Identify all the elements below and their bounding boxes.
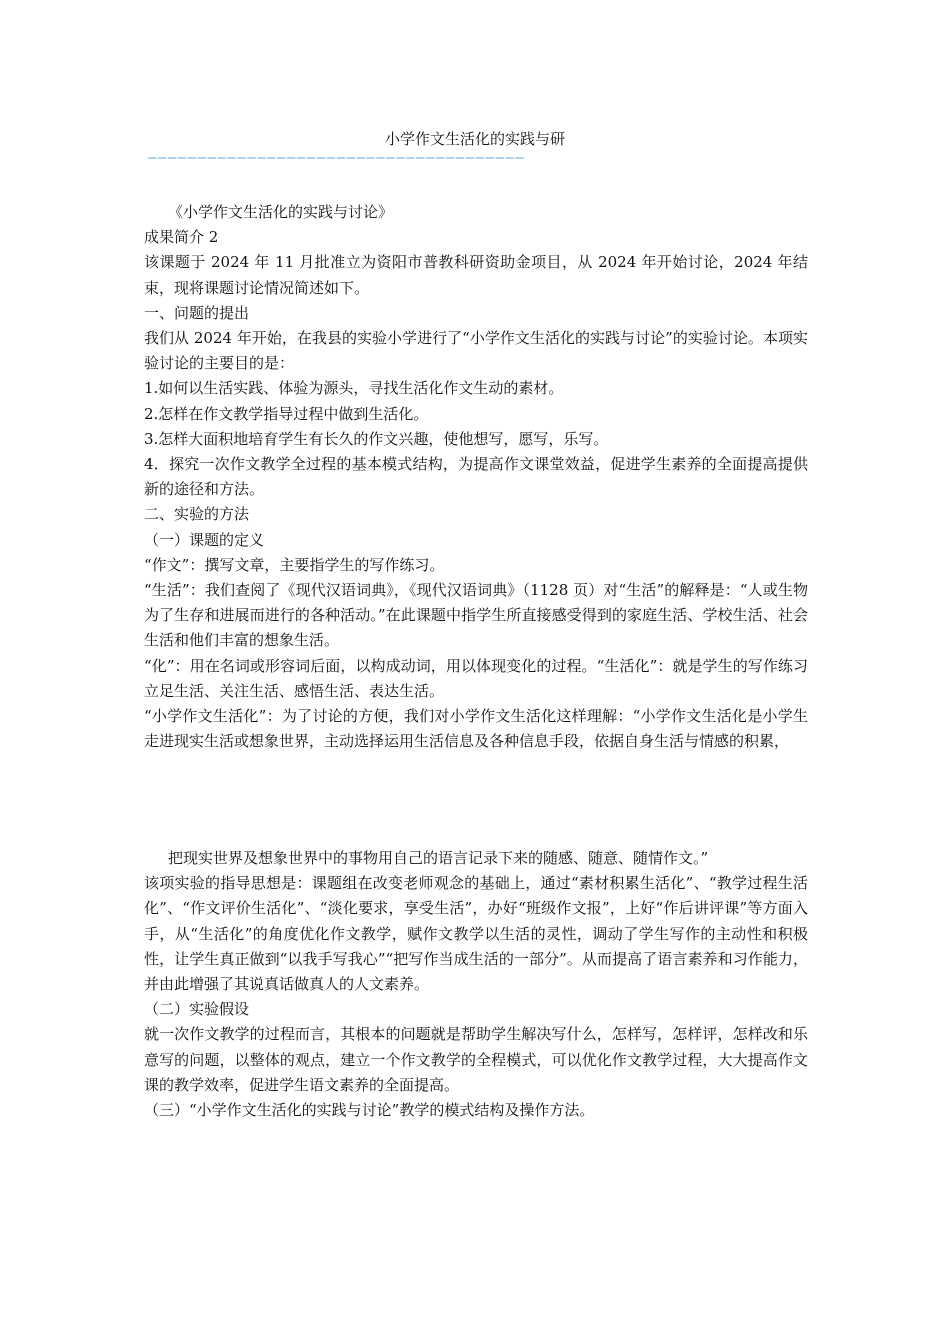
- document-title: 小学作文生活化的实践与研: [384, 130, 565, 148]
- body-paragraph: （二）实验假设: [144, 1000, 250, 1019]
- body-paragraph: 我们从 2024 年开始，在我县的实验小学进行了“小学作文生活化的实践与讨论”的实验讨论。本项实验讨论的主要目的是：: [144, 329, 808, 373]
- title-divider: ——————————————————————————————————————: [148, 150, 526, 166]
- body-paragraph: 就一次作文教学的过程而言，其根本的问题就是帮助学生解决写什么，怎样写，怎样评，怎样改和乐意写的问题，以整体的观点，建立一个作文教学的全程模式，可以优化作文教学过程，大大提高作文课的教学效率，促进学生语文素养的全面提高。: [144, 1025, 808, 1094]
- body-paragraph: 该课题于 2024 年 11 月批准立为资阳市普教科研资助金项目，从 2024 年开始讨论，2024 年结束，现将课题讨论情况简述如下。: [144, 253, 808, 297]
- body-paragraph: “生活”：我们查阅了《现代汉语词典》，《现代汉语词典》（1128 页）对“生活”的解释是：“人或生物为了生存和进展而进行的各种活动。”在此课题中指学生所直接感受得到的家庭生活、学校生活、社会生活和他们丰富的想象生活。: [144, 581, 808, 650]
- body-paragraph: 3.怎样大面积地培育学生有长久的作文兴趣，使他想写，愿写，乐写。: [144, 429, 609, 448]
- body-paragraph: （三）“小学作文生活化的实践与讨论”教学的模式结构及操作方法。: [144, 1101, 595, 1120]
- body-paragraph: 二、实验的方法: [144, 505, 250, 524]
- body-paragraph: 一、问题的提出: [144, 303, 250, 322]
- body-paragraph: 4．探究一次作文教学全过程的基本模式结构，为提高作文课堂效益，促进学生素养的全面提高提供新的途径和方法。: [144, 455, 808, 499]
- body-section-one: [144, 200, 808, 754]
- body-paragraph: 1.如何以生活实践、体验为源头，寻找生活化作文生动的素材。: [144, 379, 564, 398]
- body-paragraph: “小学作文生活化”：为了讨论的方便，我们对小学作文生活化这样理解：“小学作文生活化是小学生走进现实生活或想象世界，主动选择运用生活信息及各种信息手段，依据自身生活与情感的积累，: [144, 707, 808, 751]
- body-paragraph: “作文”：撰写文章，主要指学生的写作练习。: [144, 555, 445, 574]
- body-paragraph: 2.怎样在作文教学指导过程中做到生活化。: [144, 404, 429, 423]
- body-paragraph: 成果简介 2: [144, 228, 219, 247]
- body-section-two: [144, 846, 808, 1123]
- body-paragraph: 《小学作文生活化的实践与讨论》: [168, 203, 394, 221]
- body-paragraph: （一）课题的定义: [144, 530, 265, 549]
- body-paragraph: 该项实验的指导思想是：课题组在改变老师观念的基础上，通过“素材积累生活化”、“教学过程生活化”、“作文评价生活化”、“淡化要求，享受生活”，办好“班级作文报”，上好“作后讲评课”等方面入手，从“生活化”的角度优化作文教学，赋作文教学以生活的灵性，调动了学生写作的主动性和积极性，让学生真正做到“以我手写我心”“把写作当成生活的一部分”。从而提高了语言素养和习作能力，并由此增强了其说真话做真人的人文素养。: [144, 874, 808, 994]
- body-paragraph: “化”：用在名词或形容词后面，以构成动词，用以体现变化的过程。“生活化”：就是学生的写作练习立足生活、关注生活、感悟生活、表达生活。: [144, 656, 808, 700]
- body-paragraph: 把现实世界及想象世界中的事物用自己的语言记录下来的随感、随意、随情作文。”: [168, 849, 709, 867]
